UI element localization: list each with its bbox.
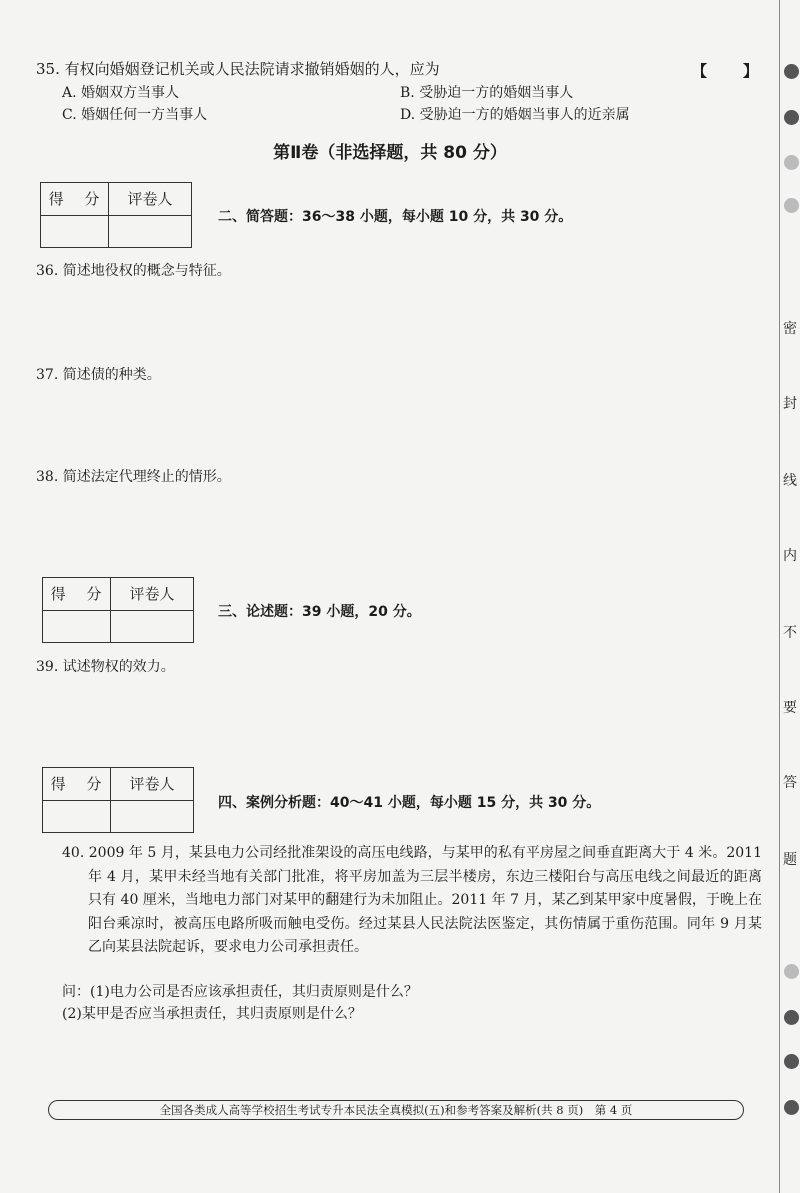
section2-heading: 二、简答题：36～38 小题，每小题 10 分，共 30 分。 [218,209,573,225]
table-divider [43,800,193,801]
grader-label: 评卷人 [129,775,175,793]
seal-line-char: 密 [783,321,797,337]
grader-label: 评卷人 [129,585,175,603]
binding-hole [784,1100,799,1115]
score-table [40,182,192,248]
q36: 36. 简述地役权的概念与特征。 [36,263,231,279]
q39: 39. 试述物权的效力。 [36,659,175,675]
page-footer: 全国各类成人高等学校招生考试专升本民法全真模拟(五)和参考答案及解析(共 8 页) 第 4 页 [48,1100,744,1120]
binding-hole [784,64,799,79]
seal-line-char: 答 [783,775,797,791]
score-label: 得 分 [48,190,108,208]
q35-option-b: B. 受胁迫一方的婚姻当事人 [400,85,574,101]
seal-line-char: 不 [783,625,797,641]
section3-heading: 三、论述题：39 小题，20 分。 [218,604,421,620]
binding-line [779,0,780,1193]
section4-heading: 四、案例分析题：40～41 小题，每小题 15 分，共 30 分。 [218,795,601,811]
q40-question-2: (2)某甲是否应当承担责任，其归责原则是什么？ [62,1006,362,1022]
q35-option-c: C. 婚姻任何一方当事人 [62,107,208,123]
binding-hole [784,1010,799,1025]
q35-stem: 35. 有权向婚姻登记机关或人民法院请求撤销婚姻的人，应为 [36,60,440,78]
table-divider [43,610,193,611]
binding-hole [784,155,799,170]
binding-hole [784,198,799,213]
score-label: 得 分 [50,585,110,603]
table-divider [41,215,191,216]
seal-line-char: 要 [783,700,797,716]
grader-label: 评卷人 [127,190,173,208]
score-table [42,767,194,833]
score-table [42,577,194,643]
binding-hole [784,110,799,125]
q38: 38. 简述法定代理终止的情形。 [36,469,231,485]
seal-line-char: 题 [783,852,797,868]
q35-option-d: D. 受胁迫一方的婚姻当事人的近亲属 [400,107,630,123]
score-label: 得 分 [50,775,110,793]
seal-line-char: 内 [783,548,797,564]
q40-question-1: 问：(1)电力公司是否应该承担责任，其归责原则是什么？ [62,984,418,1000]
binding-hole [784,1054,799,1069]
volume-title: 第Ⅱ卷（非选择题，共 80 分） [273,143,507,163]
q35-option-a: A. 婚姻双方当事人 [62,85,180,101]
q37: 37. 简述债的种类。 [36,367,161,383]
binding-hole [784,964,799,979]
seal-line-char: 封 [783,396,797,412]
seal-line-char: 线 [783,473,797,489]
q40-case-text: 40. 2009 年 5 月，某县电力公司经批准架设的高压电线路，与某甲的私有平房屋之间垂直距离大于 4 米。2011 年 4 月，某甲未经当地有关部门批准，将平房加盖为三层半楼房，东边三楼阳台与高压电线之间最近的距离只有 40 厘米，当地电力部门对某甲的翻建行为未加阻止。2011 年 7 月，某乙到某甲家中度暑假，于晚上在阳台乘凉时，被高压电路所吸而触电受伤。经过某县人民法院法医鉴定，其伤情属于重伤范围。同年 9 月某乙向某县法院起诉，要求电力公司承担责任。 [62,845,762,955]
answer-bracket: 【 】 [692,62,761,80]
